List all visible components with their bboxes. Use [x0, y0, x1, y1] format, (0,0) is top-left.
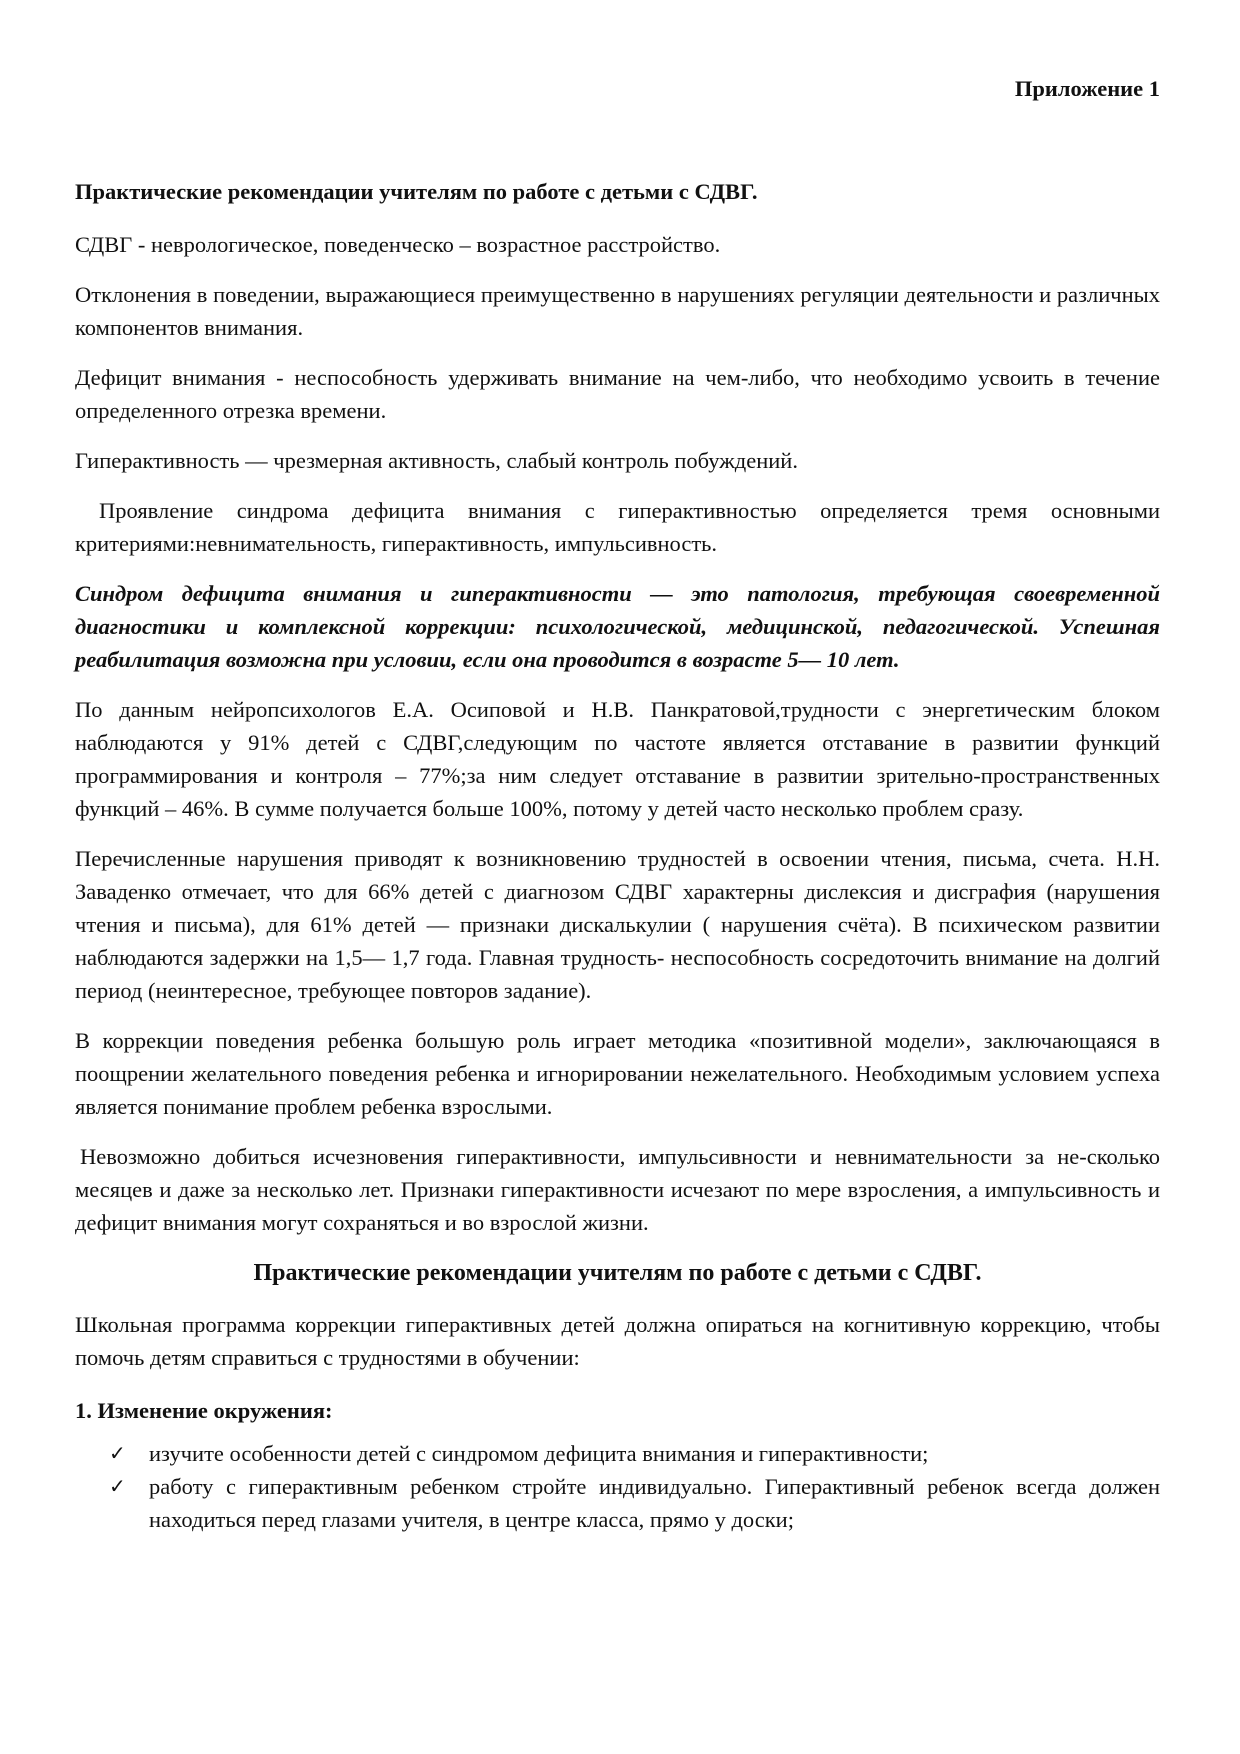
paragraph-hyperactivity: Гиперактивность — чрезмерная активность, слабый контроль побуждений. [75, 448, 798, 473]
subsection-environment: 1. Изменение окружения: [75, 1398, 333, 1423]
paragraph-school-program: Школьная программа коррекции гиперактивных детей должна опираться на когнитивную коррекцию, чтобы помочь детям справиться с трудностями в обучении: [75, 1312, 1160, 1370]
checklist [75, 1437, 1160, 1536]
list-item-text: работу с гиперактивным ребенком стройте индивидуально. Гиперактивный ребенок всегда должен находиться перед глазами учителя, в центре класса, прямо у доски; [149, 1474, 1160, 1532]
paragraph-learning-difficulties: Перечисленные нарушения приводят к возникновению трудностей в освоении чтения, письма, счета. Н.Н. Заваденко отмечает, что для 66% детей с диагнозом СДВГ характерны дислексия и дисграфия (нарушения чтения и письма), для 61% детей — признаки дискалькулии ( нарушения счёта). В психическом развитии наблюдаются задержки на 1,5— 1,7 года. Главная трудность- неспособность сосредоточить внимание на долгий период (неинтересное, требующее повторов задание). [75, 846, 1160, 1003]
paragraph-emphasis: Синдром дефицита внимания и гиперактивности — это патология, требующая своевременной диагностики и комплексной коррекции: психологической, медицинской, педагогической. Успешная реабилитация возможна при условии, если она проводится в возрасте 5— 10 лет. [75, 581, 1160, 672]
paragraph-definition: СДВГ - неврологическое, поведенческо – возрастное расстройство. [75, 232, 721, 257]
list-item-text: изучите особенности детей с синдромом дефицита внимания и гиперактивности; [149, 1441, 929, 1466]
document-content [75, 72, 1160, 1536]
checkmark-icon: ✓ [109, 1441, 126, 1465]
section-title-2: Практические рекомендации учителям по работе с детьми с СДВГ. [253, 1260, 982, 1286]
paragraph-persistence: Невозможно добиться исчезновения гиперактивности, импульсивности и невнимательности за не-сколько месяцев и даже за несколько лет. Признаки гиперактивности исчезают по мере взросления, а импульсивность и дефицит внимания могут сохраняться и во взрослой жизни. [75, 1144, 1160, 1235]
list-item [109, 1470, 1160, 1536]
checkmark-icon: ✓ [109, 1474, 126, 1498]
paragraph-statistics: По данным нейропсихологов Е.А. Осиповой и Н.В. Панкратовой,трудности с энергетическим блоком наблюдаются у 91% детей с СДВГ,следующим по частоте является отставание в развитии функций программирования и контроля – 77%;за ним следует отставание в развитии зрительно-пространственных функций – 46%. В сумме получается больше 100%, потому у детей часто несколько проблем сразу. [75, 697, 1160, 821]
appendix-label: Приложение 1 [1014, 76, 1160, 101]
paragraph-criteria: Проявление синдрома дефицита внимания с гиперактивностью определяется тремя основными критериями:невнимательность, гиперактивность, импульсивность. [75, 498, 1160, 556]
paragraph-positive-model: В коррекции поведения ребенка большую роль играет методика «позитивной модели», заключающаяся в поощрении желательного поведения ребенка и игнорировании нежелательного. Необходимым условием успеха является понимание проблем ребенка взрослыми. [75, 1028, 1160, 1119]
paragraph-deviations: Отклонения в поведении, выражающиеся преимущественно в нарушениях регуляции деятельности и различных компонентов внимания. [75, 282, 1160, 340]
list-item [109, 1437, 1160, 1470]
section-title: Практические рекомендации учителям по работе с детьми с СДВГ. [75, 179, 758, 204]
paragraph-attention-deficit: Дефицит внимания - неспособность удерживать внимание на чем-либо, что необходимо усвоить в течение определенного отрезка времени. [75, 365, 1160, 423]
